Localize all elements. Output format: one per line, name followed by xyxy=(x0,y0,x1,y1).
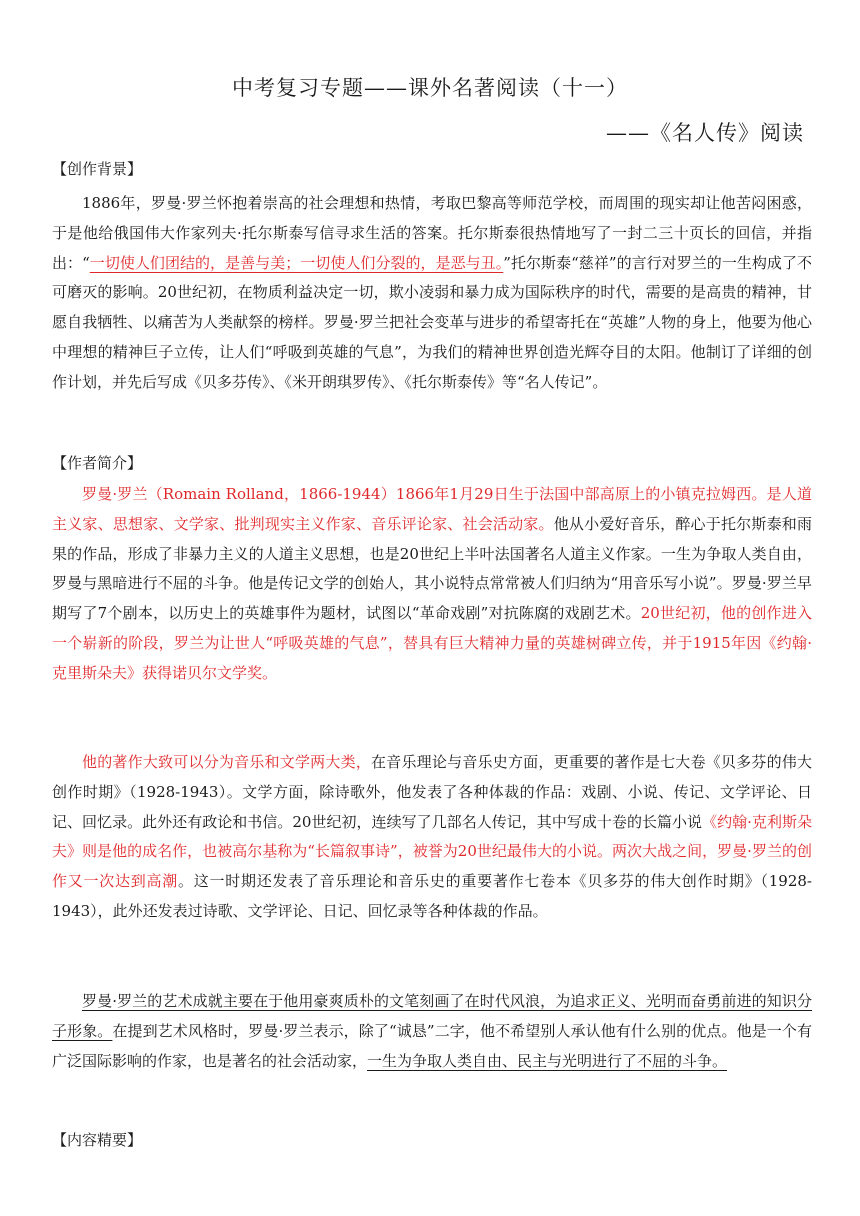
highlight-span: 《约翰·克利斯朵夫》则是他的成名作，也被高尔基称为“长篇叙事诗”，被誉为20世纪最伟大的小说。两次大战之间，罗曼·罗兰的创作又一次达到高潮 xyxy=(52,812,812,891)
text-span: 1886年，罗曼·罗兰怀抱着崇高的社会理想和热情，考取巴黎高等师范学校，而周围的现实却让他苦闷困惑，于是他给俄国伟大作家列夫·托尔斯泰写信寻求生活的答案。托尔斯泰很热情地写了一封二三十页长的回信，并指出：“ xyxy=(52,194,812,272)
paragraph-author-achievement xyxy=(52,987,812,1076)
text-span: 。这一时期还发表了音乐理论和音乐史的重要著作七卷本《贝多芬的伟大创作时期》（1928-1943），此外还发表过诗歌、文学评论、日记、回忆录等各种体裁的作品。 xyxy=(52,872,812,920)
text-span: 在音乐理论与音乐史方面，更重要的著作是七大卷《贝多芬的伟大创作时期》（1928-1943）。文学方面，除诗歌外，他发表了各种体裁的作品：戏剧、小说、传记、文学评论、日记、回忆录。此外还有政论和书信。20世纪初，连续写了几部名人传记，其中写成十卷的长篇小说 xyxy=(52,753,812,831)
paragraph-background xyxy=(52,189,812,398)
section-heading-author: 【作者简介】 xyxy=(52,454,143,472)
text-span: 在提到艺术风格时，罗曼·罗兰表示，除了“诚恳”二字，他不希望别人承认他有什么别的优点。他是一个有广泛国际影响的作家，也是著名的社会活动家， xyxy=(52,1021,812,1070)
highlight-span: 罗曼·罗兰（Romain Rolland，1866-1944）1866年1月29日生于法国中部高原上的小镇克拉姆西。是人道主义家、思想家、文学家、批判现实主义作家、音乐评论家、社会活动家。 xyxy=(52,485,812,533)
underlined-span: 一生为争取人类自由、民主与光明进行了不屈的斗争。 xyxy=(367,1051,728,1070)
underlined-span: 罗曼·罗兰的艺术成就主要在于他用豪爽质朴的文笔刻画了在时代风浪，为追求正义、光明而奋勇前进的知识分子形象。 xyxy=(52,992,812,1040)
page-subtitle: ——《名人传》阅读 xyxy=(606,121,804,145)
text-span: 他从小爱好音乐，醉心于托尔斯泰和雨果的作品，形成了非暴力主义的人道主义思想，也是20世纪上半叶法国著名人道主义作家。一生为争取人类自由，罗曼与黑暗进行不屈的斗争。他是传记文学的创始人，其小说特点常常被人们归纳为“用音乐写小说”。罗曼·罗兰早期写了7个剧本，以历史上的英雄事件为题材，试图以“革命戏剧”对抗陈腐的戏剧艺术。 xyxy=(52,514,812,623)
section-heading-content: 【内容精要】 xyxy=(52,1131,143,1149)
paragraph-author-intro xyxy=(52,480,812,689)
highlight-span: 他的著作大致可以分为音乐和文学两大类， xyxy=(82,753,372,771)
page-title: 中考复习专题——课外名著阅读（十一） xyxy=(232,76,628,100)
highlight-span: 20世纪初，他的创作进入一个崭新的阶段，罗兰为让世人“呼吸英雄的气息”，替具有巨大精神力量的英雄树碑立传，并于1915年因《约翰·克里斯朵夫》获得诺贝尔文学奖。 xyxy=(52,604,812,682)
tolstoy-quote: 一切使人们团结的，是善与美；一切使人们分裂的，是恶与丑。 xyxy=(89,253,504,272)
text-span: ”托尔斯泰“慈祥”的言行对罗兰的一生构成了不可磨灭的影响。20世纪初，在物质利益决定一切，欺小凌弱和暴力成为国际秩序的时代，需要的是高贵的精神，甘愿自我牺牲、以痛苦为人类献祭的榜样。罗曼·罗兰把社会变革与进步的希望寄托在“英雄”人物的身上，他要为他心中理想的精神巨子立传，让人们“呼吸到英雄的气息”，为我们的精神世界创造光辉夺目的太阳。他制订了详细的创作计划，并先后写成《贝多芬传》、《米开朗琪罗传》、《托尔斯泰传》等“名人传记”。 xyxy=(52,253,812,391)
paragraph-author-works xyxy=(52,748,812,927)
section-heading-background: 【创作背景】 xyxy=(52,160,143,178)
